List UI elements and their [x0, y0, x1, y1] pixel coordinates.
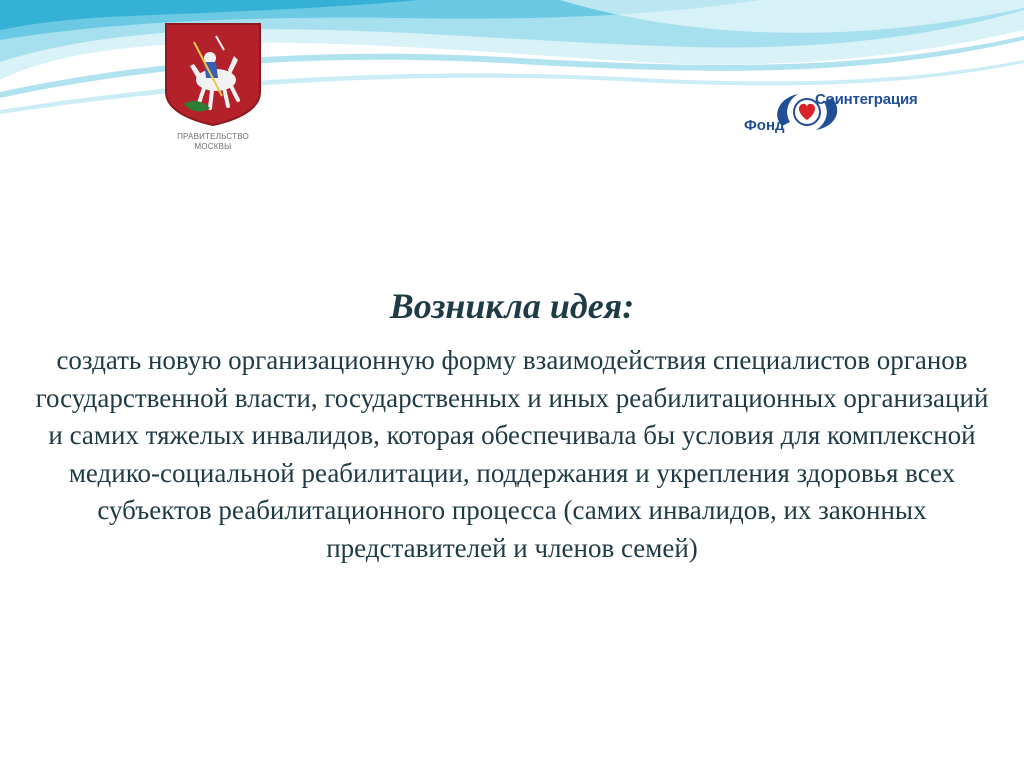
emblem-caption — [160, 132, 266, 152]
fund-name-top: Соинтеграция — [815, 91, 918, 108]
slide-body-text: создать новую организационную форму взаимодействия специалистов органов государственной власти, государственных и иных реабилитационных организаций и самих тяжелых инвалидов, которая обеспечивала бы условия для комплексной медико-социальной реабилитации, поддержания и укрепления здоровья всех субъектов реабилитационного процесса (самих инвалидов, их законных представителей и членов семей) — [35, 345, 989, 563]
slide-title: Возникла идея: — [389, 286, 635, 326]
emblem-caption-line2: МОСКВЫ — [194, 142, 232, 151]
fund-name-bottom: Фонд — [744, 117, 785, 134]
moscow-coat-of-arms-icon — [164, 22, 262, 126]
emblem-caption-line1: ПРАВИТЕЛЬСТВО — [177, 132, 249, 141]
